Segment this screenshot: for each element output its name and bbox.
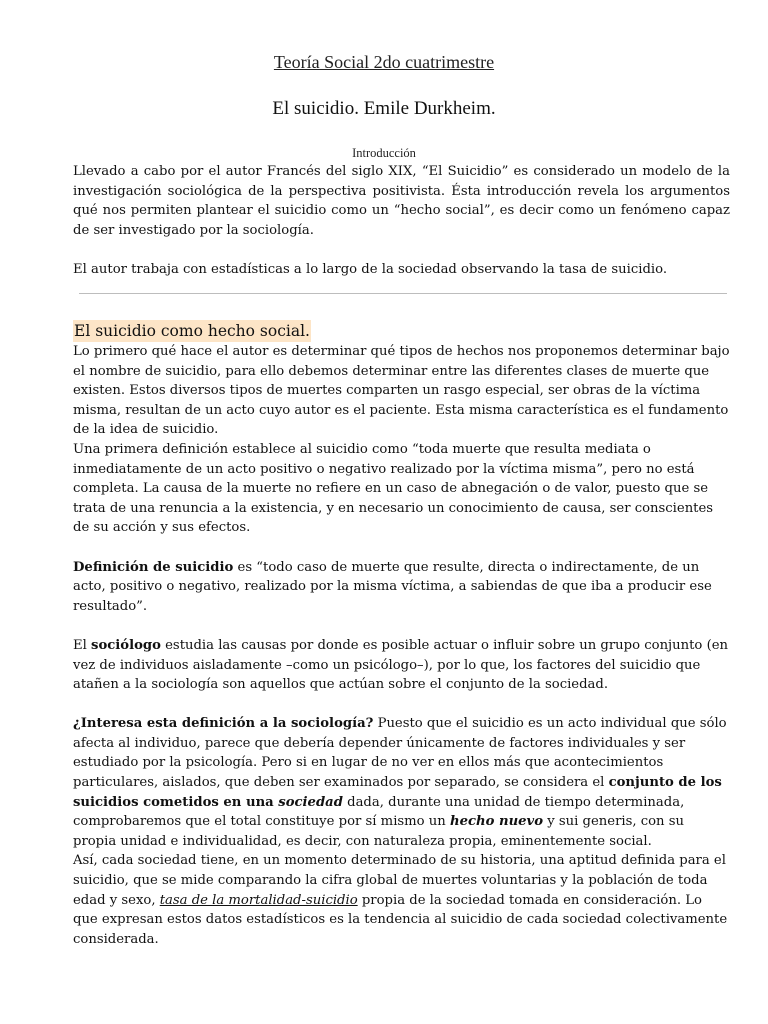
section-paragraph-1: Lo primero qué hace el autor es determinar qué tipos de hechos nos proponemos determinar bajo el nombre de suicidio, para ello debemos determinar entre las diferentes clases de muerte que existen. Estos diversos tipos de muertes comparten un rasgo especial, ser obras de la víctima misma, resultan de un acto cuyo autor es el paciente. Esta misma característica es el fundamento de la idea de suicidio. [73,344,730,438]
sociologist-term: sociólogo [91,637,161,653]
question-paragraph: ¿Interesa esta definición a la sociología? Puesto que el suicidio es un acto individual que sólo afecta al individuo, parece que debería depender únicamente de factores individuales y ser estudiado por la psicología. Pero si en lugar de no ver en ellos más que acontecimientos particulares, aislados, que deben ser examinados por separado, se considera el conjunto de los suicidios cometidos en una sociedad dada, durante una unidad de tiempo determinada, comprobaremos que el total constituye por sí mismo un hecho nuevo y sui generis, con su propia unidad e individualidad, es decir, con naturaleza propia, eminentemente social. [73,716,727,849]
intro-paragraph-1: Llevado a cabo por el autor Francés del siglo XIX, “El Suicidio” es considerado un modelo de la investigación sociológica de la perspectiva positivista. Ésta introducción revela los argumentos qué nos permiten plantear el suicidio como un “hecho social”, es decir como un fenómeno capaz de ser investigado por la sociología. [73,164,730,238]
intro-paragraph-2: El autor trabaja con estadísticas a lo largo de la sociedad observando la tasa de suicidio. [73,261,668,277]
question-term: ¿Interesa esta definición a la sociología? [73,716,374,732]
definition-term: Definición de suicidio [73,559,234,575]
main-title: El suicidio. Emile Durkheim. [272,98,496,119]
sociologist-paragraph: El sociólogo estudia las causas por donde es posible actuar o influir sobre un grupo conjunto (en vez de individuos aisladamente –como un psicólogo–), por lo que, los factores del suicidio que atañen a la sociología son aquellos que actúan sobre el conjunto de la sociedad. [73,637,729,693]
definition-paragraph: Definición de suicidio es “todo caso de muerte que resulte, directa o indirectamente, de un acto, positivo o negativo, realizado por la misma víctima, a sabiendas de que iba a producir ese resultado”. [73,559,712,614]
rate-paragraph: Así, cada sociedad tiene, en un momento determinado de su historia, una aptitud definida para el suicidio, que se mide comparando la cifra global de muertes voluntarias y la población de toda edad y sexo, tasa de la mortalidad-suicidio propia de la sociedad tomada en consideración. Lo que expresan estos datos estadísticos es la tendencia al suicidio de cada sociedad colectivamente considerada. [73,853,728,947]
course-title: Teoría Social 2do cuatrimestre [273,52,495,72]
section-body [73,342,730,949]
intro-section [73,162,730,280]
section-heading: El suicidio como hecho social. [74,322,310,340]
mortality-rate-term: tasa de la mortalidad-suicidio [159,892,358,908]
section-paragraph-2: Una primera definición establece al suicidio como “toda muerte que resulta mediata o inmediatamente de un acto positivo o negativo realizado por la víctima misma”, pero no está completa. La causa de la muerte no refiere en un caso de abnegación o de valor, puesto que se trata de una renuncia a la existencia, y en necesario un conocimiento de causa, ser conscientes de su acción y sus efectos. [73,441,714,536]
intro-heading: Introducción [352,146,416,160]
section-divider [79,293,727,294]
